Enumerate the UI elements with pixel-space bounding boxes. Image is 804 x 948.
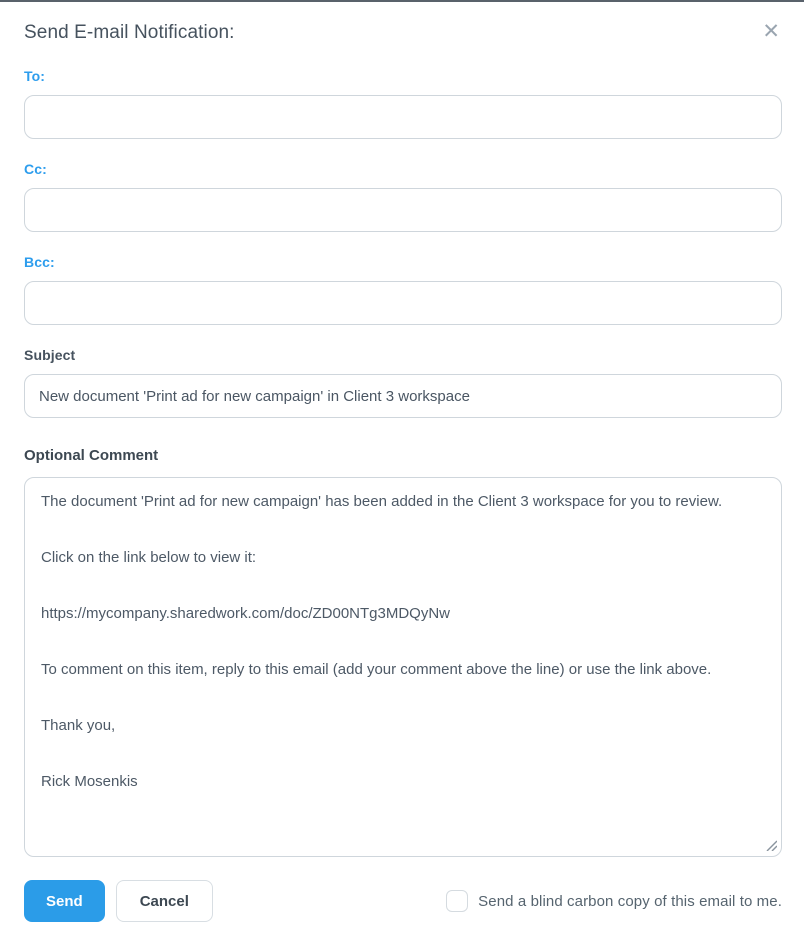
- bcc-input[interactable]: [24, 281, 782, 325]
- to-input[interactable]: [24, 95, 782, 139]
- dialog-title: Send E-mail Notification:: [24, 22, 235, 43]
- bcc-self-checkbox[interactable]: [446, 890, 468, 912]
- cc-input[interactable]: [24, 188, 782, 232]
- subject-field-group: [24, 347, 782, 418]
- dialog-footer: [24, 880, 782, 922]
- send-email-notification-dialog: [0, 2, 804, 922]
- dialog-header: [24, 22, 782, 44]
- comment-textarea[interactable]: [24, 477, 782, 857]
- send-button[interactable]: Send: [24, 880, 105, 922]
- bcc-self-option: [446, 890, 782, 912]
- comment-textarea-wrap: [24, 477, 782, 857]
- bcc-self-checkbox-label: Send a blind carbon copy of this email to me.: [478, 892, 782, 910]
- resize-handle-icon[interactable]: [765, 839, 777, 851]
- comment-field-group: [24, 447, 782, 857]
- to-field-group: [24, 68, 782, 139]
- cc-field-group: [24, 161, 782, 232]
- subject-input[interactable]: [24, 374, 782, 418]
- bcc-label: Bcc:: [24, 254, 55, 270]
- cancel-button[interactable]: Cancel: [116, 880, 213, 922]
- close-icon[interactable]: ✕: [762, 20, 780, 43]
- bcc-field-group: [24, 254, 782, 325]
- to-label: To:: [24, 68, 46, 84]
- subject-label: Subject: [24, 347, 76, 363]
- optional-comment-label: Optional Comment: [24, 447, 159, 464]
- cc-label: Cc:: [24, 161, 47, 177]
